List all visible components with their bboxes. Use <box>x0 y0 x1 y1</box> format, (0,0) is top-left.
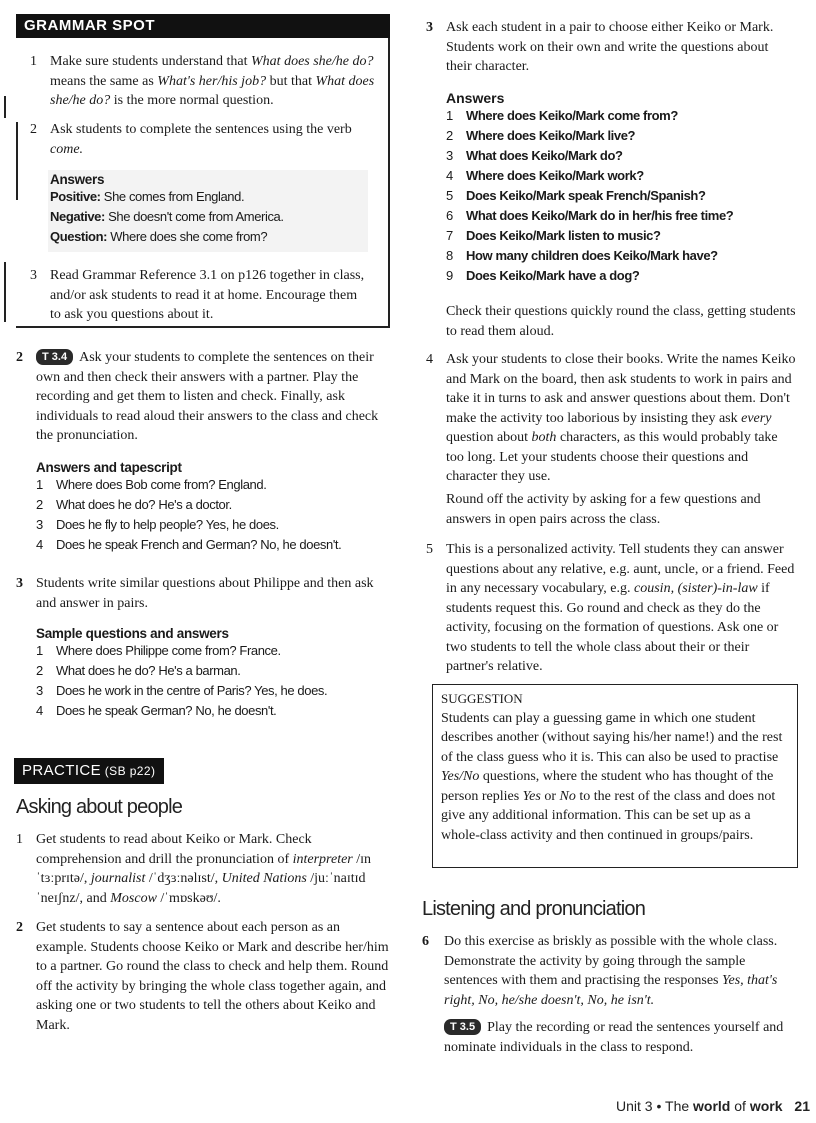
answer-line: 3 Does he fly to help people? Yes, he does. <box>36 517 279 532</box>
page-number: 21 <box>794 1098 810 1114</box>
answer-line: 4 Where does Keiko/Mark work? <box>446 168 644 183</box>
right-answers-heading: Answers <box>446 90 505 106</box>
gs-item-1-text: Make sure students understand that What does she/he do? means the same as What's her/his job? but that What does she/he do? is the more normal question. <box>50 54 375 108</box>
suggestion-box <box>432 684 798 868</box>
exercise-3-number: 3 <box>16 576 23 591</box>
asking-about-people-heading: Asking about people <box>16 796 183 818</box>
answer-line: 6 What does Keiko/Mark do in her/his free time? <box>446 208 734 223</box>
practice-banner: PRACTICE (SB p22) <box>14 758 164 784</box>
gs-answer-negative: Negative: She doesn't come from America. <box>50 209 284 224</box>
right-item-4-round-off: Round off the activity by asking for a few questions and answers in open pairs across the class. <box>446 492 761 527</box>
exercise-3-answers <box>36 626 392 721</box>
answer-line: 1 Where does Bob come from? England. <box>36 477 267 492</box>
exercise-2-number: 2 <box>16 350 23 365</box>
margin-mark <box>4 96 6 118</box>
answer-line: 3 Does he work in the centre of Paris? Yes, he does. <box>36 683 328 698</box>
listening-pronunciation-heading: Listening and pronunciation <box>422 898 646 920</box>
answer-line: 2 What does he do? He's a doctor. <box>36 497 232 512</box>
exercise-2-text: T 3.4 Ask your students to complete the sentences on their own and then check their answers with a partner. Play the recording and get them to listen and check. Finally, ask individuals to read aloud their answers to the class and check the pronunciation. <box>36 350 379 443</box>
right-item-6-number: 6 <box>422 934 429 949</box>
suggestion-text: Students can play a guessing game in which one student describes another (without saying his/her name!) and the rest of the class guess who it is. This can also be used to practise Yes/No questions, where the student who has thought of the person replies Yes or No to the rest of the class and does not give any additional information. This can be set up as a whole-class activity and then continued in groups/pairs. <box>441 710 783 843</box>
right-answers <box>446 90 796 286</box>
answer-line: 4 Does he speak German? No, he doesn't. <box>36 703 277 718</box>
practice-item-1-text: Get students to read about Keiko or Mark. Check comprehension and drill the pronunciation of interpreter /ɪnˈtɜːprɪtə/, journalist /ˈdʒɜːnəlɪst/, United Nations /juːˈnaɪtɪd ˈneɪʃnz/, and Moscow /ˈmɒskəʊ/. <box>36 832 372 906</box>
practice-item-2-text: Get students to say a sentence about each person as an example. Students choose Keiko or Mark and describe her/him to a partner. Go round the class to check and help them. Round off the activity by bringing the whole class together again, and asking one or two students to tell the others about Keiko and Mark. <box>36 920 389 1033</box>
answer-line: 2 Where does Keiko/Mark live? <box>446 128 636 143</box>
answer-line: 7 Does Keiko/Mark listen to music? <box>446 228 661 243</box>
right-item-3-text: Ask each student in a pair to choose either Keiko or Mark. Students work on their own and write the questions about their character. <box>446 20 774 74</box>
gs-answer-question: Question: Where does she come from? <box>50 229 268 244</box>
right-item-6-text: Do this exercise as briskly as possible with the whole class. Demonstrate the activity by going through the sample sentences with them and practising the responses Yes, that's right, No, he/she doesn't, No, he isn't. <box>444 934 778 1008</box>
answer-line: 9 Does Keiko/Mark have a dog? <box>446 268 640 283</box>
gs-item-2-number: 2 <box>30 122 37 137</box>
exercise-2-answers-heading: Answers and tapescript <box>36 460 182 475</box>
answer-line: 1 Where does Philippe come from? France. <box>36 643 281 658</box>
check-questions-text: Check their questions quickly round the class, getting students to read them aloud. <box>446 304 796 339</box>
answer-line: 4 Does he speak French and German? No, he doesn't. <box>36 537 342 552</box>
gs-item-1-number: 1 <box>30 54 37 69</box>
answer-line: 3 What does Keiko/Mark do? <box>446 148 623 163</box>
practice-item-2-number: 2 <box>16 920 23 935</box>
answer-line: 2 What does he do? He's a barman. <box>36 663 241 678</box>
exercise-3-answers-heading: Sample questions and answers <box>36 626 229 641</box>
right-item-4-number: 4 <box>426 352 433 367</box>
practice-item-1-number: 1 <box>16 832 23 847</box>
answer-line: 8 How many children does Keiko/Mark have? <box>446 248 718 263</box>
audio-track-badge: T 3.5 <box>444 1019 481 1035</box>
right-item-6-recording: T 3.5 Play the recording or read the sentences yourself and nominate individuals in the class to respond. <box>444 1020 784 1055</box>
right-item-4-text: Ask your students to close their books. Write the names Keiko and Mark on the board, then ask students to work in pairs and take it in turns to ask and answer questions about them. Don't make the activity too laborious by insisting they ask every question about both characters, as this would probably take too long. Let your students choose their questions and character they use. <box>446 352 796 484</box>
exercise-2-answers <box>36 460 392 555</box>
exercise-3-text: Students write similar questions about Philippe and then ask and answer in pairs. <box>36 576 374 611</box>
gs-answers <box>50 172 366 247</box>
margin-mark <box>4 262 6 322</box>
answer-line: 5 Does Keiko/Mark speak French/Spanish? <box>446 188 706 203</box>
grammar-spot-banner: GRAMMAR SPOT <box>16 14 390 38</box>
gs-answers-heading: Answers <box>50 172 105 187</box>
answer-line: 1 Where does Keiko/Mark come from? <box>446 108 678 123</box>
right-item-5-number: 5 <box>426 542 433 557</box>
right-item-3-number: 3 <box>426 20 433 35</box>
gs-item-3-number: 3 <box>30 268 37 283</box>
gs-item-3-text: Read Grammar Reference 3.1 on p126 together in class, and/or ask students to read it at home. Encourage them to ask you questions about it. <box>50 268 365 322</box>
audio-track-badge: T 3.4 <box>36 349 73 365</box>
right-item-5-text: This is a personalized activity. Tell students they can answer questions about any relative, e.g. aunt, uncle, or a friend. Feed in any necessary vocabulary, e.g. cousin, (sister)-in-law if students request this. Go round and check as they do the activity, focusing on the formation of questions. Ask one or two students to tell the whole class about their or their partner's relative. <box>446 542 795 674</box>
gs-item-2-text: Ask students to complete the sentences using the verb come. <box>50 122 352 157</box>
margin-mark <box>16 122 18 200</box>
suggestion-heading: SUGGESTION <box>441 691 523 706</box>
gs-answer-positive: Positive: She comes from England. <box>50 189 245 204</box>
page-footer: Unit 3 • The world of work 21 <box>616 1098 810 1114</box>
